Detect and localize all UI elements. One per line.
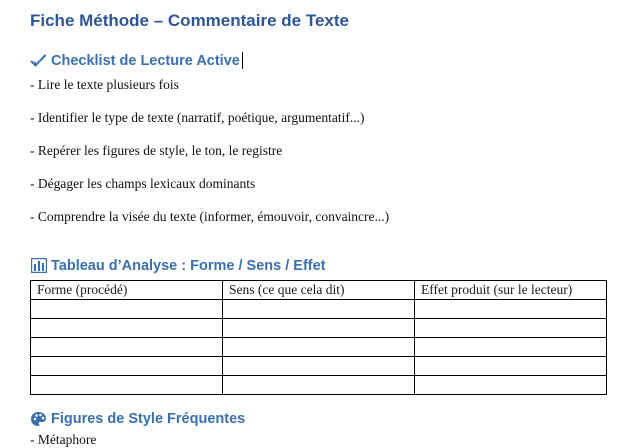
table-cell[interactable] [415, 338, 607, 357]
table-cell[interactable] [415, 357, 607, 376]
column-header: Forme (procédé) [31, 281, 223, 300]
table-row [31, 357, 607, 376]
checklist-heading [30, 52, 243, 69]
table-row [31, 319, 607, 338]
checklist-item: - Repérer les figures de style, le ton, le registre [30, 143, 283, 158]
checklist-item: - Comprendre la visée du texte (informer, émouvoir, convaincre...) [30, 209, 390, 224]
table-cell[interactable] [31, 319, 223, 338]
checklist-item: - Dégager les champs lexicaux dominants [30, 176, 256, 191]
table-row [31, 376, 607, 395]
table-row [31, 338, 607, 357]
table-cell[interactable] [223, 319, 415, 338]
table-cell[interactable] [31, 357, 223, 376]
table-cell[interactable] [223, 376, 415, 395]
analysis-table-heading-text: Tableau d’Analyse : Forme / Sens / Effet [51, 257, 326, 274]
table-row [31, 300, 607, 319]
page-title: Fiche Méthode – Commentaire de Texte [30, 11, 349, 30]
column-header: Effet produit (sur le lecteur) [415, 281, 607, 300]
checklist-heading-text: Checklist de Lecture Active [51, 52, 240, 69]
bar-chart-icon [30, 257, 47, 274]
table-cell[interactable] [223, 300, 415, 319]
figures-item: - Métaphore [30, 432, 97, 447]
table-cell[interactable] [31, 300, 223, 319]
analysis-table-heading [30, 257, 326, 274]
table-cell[interactable] [31, 376, 223, 395]
table-header-row [31, 281, 607, 300]
table-cell[interactable] [415, 300, 607, 319]
checklist-item: - Identifier le type de texte (narratif, poétique, argumentatif...) [30, 110, 365, 125]
table-cell[interactable] [415, 376, 607, 395]
table-cell[interactable] [223, 338, 415, 357]
palette-icon [30, 410, 47, 427]
checkmark-icon [30, 52, 47, 69]
table-cell[interactable] [223, 357, 415, 376]
column-header: Sens (ce que cela dit) [223, 281, 415, 300]
checklist-item: - Lire le texte plusieurs fois [30, 77, 179, 92]
figures-heading-text: Figures de Style Fréquentes [51, 410, 246, 427]
table-cell[interactable] [31, 338, 223, 357]
table-cell[interactable] [415, 319, 607, 338]
text-cursor [242, 52, 243, 69]
analysis-table [30, 280, 607, 395]
figures-heading [30, 410, 245, 427]
